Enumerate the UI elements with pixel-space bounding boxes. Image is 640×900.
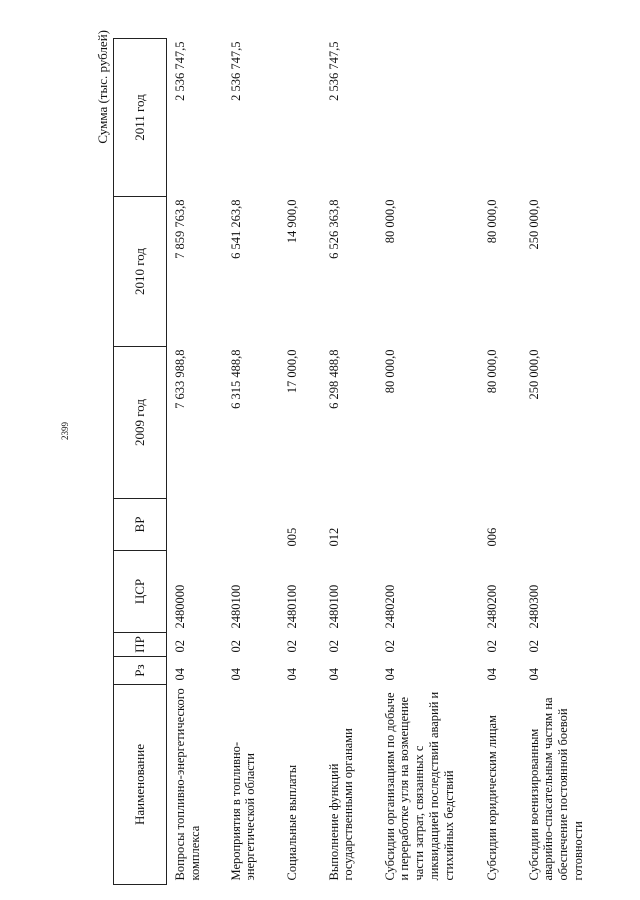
row-csr: 2480300 (526, 584, 541, 629)
row-2011 (479, 39, 521, 197)
row-csr: 2480200 (382, 584, 397, 629)
row-name: Мероприятия в топливно-энергетической области (228, 741, 258, 881)
row-2010: 6 526 363,8 (326, 199, 341, 259)
rotated-page-content (95, 25, 635, 885)
row-vr: 012 (326, 527, 341, 547)
row-vr: 005 (284, 527, 299, 547)
row-vr (521, 499, 607, 551)
row-csr: 2480100 (284, 584, 299, 629)
row-name: Субсидии военизированным аварийно-спасательным частям на обеспечение постоянной боевой готовности (526, 697, 585, 881)
row-rz: 04 (484, 668, 499, 681)
row-2011 (377, 39, 479, 197)
row-csr: 2480100 (326, 584, 341, 629)
row-2009: 17 000,0 (284, 349, 299, 394)
row-2011 (521, 39, 607, 197)
table-row (521, 39, 607, 885)
row-2009: 7 633 988,8 (173, 349, 187, 409)
header-2011: 2011 год (114, 39, 167, 197)
row-2010: 80 000,0 (382, 199, 397, 244)
row-csr: 2480200 (484, 584, 499, 629)
row-rz: 04 (526, 668, 541, 681)
row-2009: 6 298 488,8 (326, 349, 341, 409)
header-vr: ВР (114, 499, 167, 551)
header-csr: ЦСР (114, 551, 167, 633)
row-rz: 04 (382, 668, 397, 681)
row-csr: 2480100 (228, 584, 243, 629)
row-rz: 04 (173, 668, 187, 681)
row-pr: 02 (526, 640, 541, 653)
row-rz: 04 (284, 668, 299, 681)
row-2010: 6 541 263,8 (228, 199, 243, 259)
header-name: Наименование (114, 685, 167, 885)
table-row (479, 39, 521, 885)
row-vr (377, 499, 479, 551)
header-rz: Рз (114, 657, 167, 685)
row-vr (167, 499, 223, 551)
row-pr: 02 (382, 640, 397, 653)
row-pr: 02 (173, 640, 187, 653)
row-pr: 02 (228, 640, 243, 653)
header-2010: 2010 год (114, 197, 167, 347)
row-name: Вопросы топливно-энергетического комплекса (173, 688, 202, 881)
header-2009: 2009 год (114, 347, 167, 499)
row-vr (223, 499, 279, 551)
row-name: Субсидии юридическим лицам (484, 715, 499, 881)
row-pr: 02 (484, 640, 499, 653)
row-name: Субсидии организациям по добыче и переработке угля на возмещение части затрат, связанных с ликвидацией последствий аварий и стихийных бедствий (382, 691, 456, 881)
row-2010: 14 900,0 (284, 199, 299, 244)
row-name: Выполнение функций государственными органами (326, 728, 356, 881)
header-pr: ПР (114, 633, 167, 657)
row-name: Социальные выплаты (284, 764, 299, 881)
row-pr: 02 (326, 640, 341, 653)
row-rz: 04 (326, 668, 341, 681)
row-2009: 6 315 488,8 (228, 349, 243, 409)
row-rz: 04 (228, 668, 243, 681)
row-2009: 80 000,0 (382, 349, 397, 394)
row-2010: 250 000,0 (526, 199, 541, 250)
page-number: 2399 (60, 422, 70, 440)
row-2011: 2 536 747,5 (173, 41, 187, 101)
units-note: Сумма (тыс. рублей) (95, 30, 110, 144)
row-2009: 80 000,0 (484, 349, 499, 394)
table-header-row (114, 39, 167, 885)
table-row (321, 39, 377, 885)
table-row (167, 39, 223, 885)
row-2011 (279, 39, 321, 197)
table-row (279, 39, 321, 885)
row-2011: 2 536 747,5 (326, 41, 341, 101)
row-pr: 02 (284, 640, 299, 653)
row-csr: 2480000 (173, 584, 187, 629)
row-2009: 250 000,0 (526, 349, 541, 400)
row-2010: 7 859 763,8 (173, 199, 187, 259)
row-vr: 006 (484, 527, 499, 547)
table-row (223, 39, 279, 885)
table-row (377, 39, 479, 885)
budget-table (113, 38, 607, 885)
row-2011: 2 536 747,5 (228, 41, 243, 101)
row-2010: 80 000,0 (484, 199, 499, 244)
